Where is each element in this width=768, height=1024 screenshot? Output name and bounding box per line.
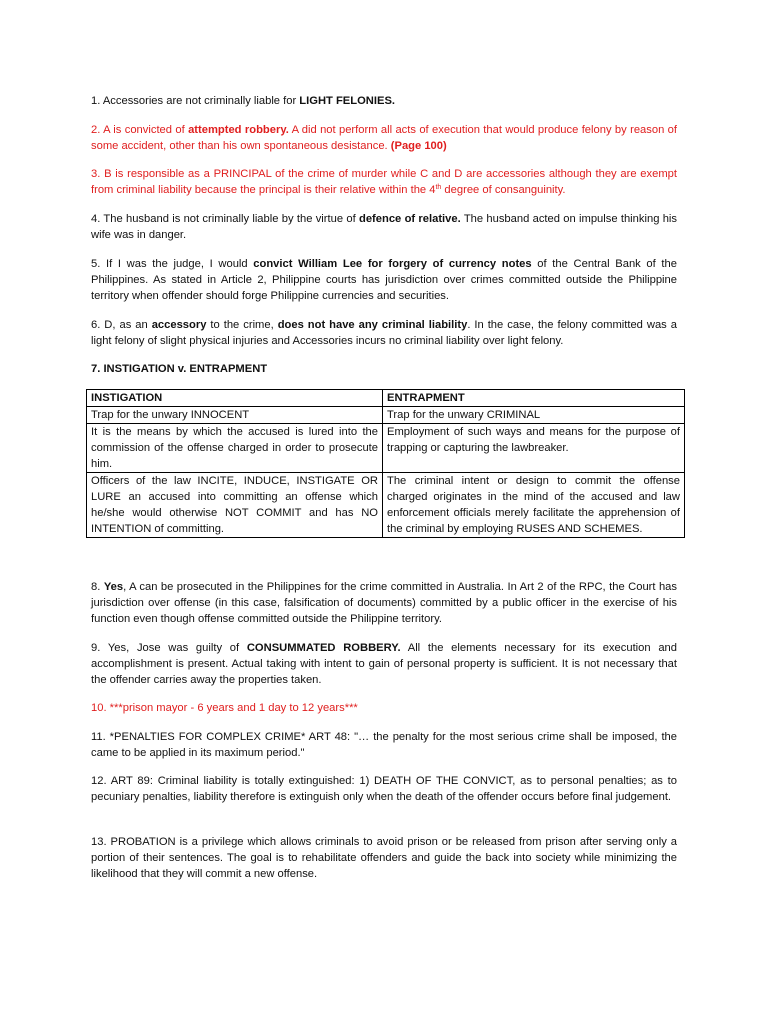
item-8-text: 8. <box>91 581 104 593</box>
item-8-bold: Yes <box>103 581 124 593</box>
table-header-cell: INSTIGATION <box>87 390 383 407</box>
item-5-text: 5. If I was the judge, I would <box>91 258 254 270</box>
item-2-page-ref: (Page 100) <box>390 140 447 152</box>
item-2-text: 2. A is convicted of <box>91 124 189 136</box>
table-row <box>87 407 685 424</box>
table-cell: Trap for the unwary CRIMINAL <box>383 407 685 424</box>
item-13-text: 13. PROBATION is a privilege which allows criminals to avoid prison or be released from prison after serving only a portion of their sentences. The goal is to rehabilitate offenders and guide the back into society while minimizing the likelihood that they will commit a new offense. <box>91 836 677 880</box>
item-9 <box>91 640 677 688</box>
item-7-heading-text: 7. INSTIGATION v. ENTRAPMENT <box>91 363 268 375</box>
item-9-text-2: All the elements necessary for its execution and accomplishment is present. Actual taking with intent to gain of personal property is sufficient. It is not necessary that the offender carries away the properties taken. <box>91 642 677 686</box>
item-9-text: 9. Yes, Jose was guilty of <box>91 642 247 654</box>
item-6-bold: accessory <box>151 319 207 331</box>
item-4-text: 4. The husband is not criminally liable by the virtue of <box>91 213 359 225</box>
item-3 <box>91 166 677 198</box>
table-cell: It is the means by which the accused is lured into the commission of the offense charged in order to prosecute him. <box>87 424 383 473</box>
item-8-text-2: , A can be prosecuted in the Philippines for the crime committed in Australia. In Art 2 of the RPC, the Court has jurisdiction over offense (in this case, falsification of documents) committed by a public officer in the exercise of his function even though offense committed outside the Philippine territory. <box>91 581 677 625</box>
item-4-bold: defence of relative. <box>359 213 461 225</box>
item-2 <box>91 122 677 154</box>
table-cell: The criminal intent or design to commit the offense charged originates in the mind of the accused and law enforcement officials merely facilitate the apprehension of the criminal by employing RUSES AND SCHEMES. <box>383 473 685 538</box>
item-5-text-2: of the Central Bank of the Philippines. As stated in Article 2, Philippine courts has jurisdiction over crimes committed outside the Philippine territory when offender should forge Philippine currencies and securities. <box>91 258 677 302</box>
item-2-text-2: A did not perform all acts of execution that would produce felony by reason of some accident, other than his own spontaneous desistance. <box>91 124 678 152</box>
item-6 <box>91 317 677 349</box>
item-12-text: 12. ART 89: Criminal liability is totally extinguished: 1) DEATH OF THE CONVICT, as to personal penalties; as to pecuniary penalties, liability therefore is extinguish only when the death of the offender occurs before final judgement. <box>91 775 677 803</box>
item-6-text-3: . In the case, the felony committed was a light felony of slight physical injuries and Accessories incurs no criminal liability over light felony. <box>91 319 677 347</box>
table-header-row <box>87 390 685 407</box>
item-4 <box>91 211 677 243</box>
item-2-bold: attempted robbery. <box>188 124 289 136</box>
item-1-text: 1. Accessories are not criminally liable for <box>91 95 300 107</box>
table-cell: Officers of the law INCITE, INDUCE, INSTIGATE OR LURE an accused into committing an offense which he/she would otherwise NOT COMMIT and has NO INTENTION of committing. <box>87 473 383 538</box>
item-3-superscript: th <box>435 184 442 191</box>
table-row <box>87 473 685 538</box>
item-11-text: 11. *PENALTIES FOR COMPLEX CRIME* ART 48: "… the penalty for the most serious crime shall be imposed, the came to be applied in its maximum period." <box>91 731 677 759</box>
item-10 <box>91 700 677 716</box>
item-9-bold: CONSUMMATED ROBBERY. <box>246 642 401 654</box>
item-11 <box>91 729 677 761</box>
instigation-entrapment-table <box>86 389 685 538</box>
item-6-bold-2: does not have any criminal liability <box>277 319 468 331</box>
item-5-bold: convict William Lee for forgery of currency notes <box>253 258 532 270</box>
table-cell: Employment of such ways and means for the purpose of trapping or capturing the lawbreaker. <box>383 424 685 473</box>
item-4-text-2: The husband acted on impulse thinking his wife was in danger. <box>91 213 678 241</box>
table-header-cell: ENTRAPMENT <box>383 390 685 407</box>
table-cell: Trap for the unwary INNOCENT <box>87 407 383 424</box>
item-3-text: 3. B is responsible as a PRINCIPAL of the crime of murder while C and D are accessories although they are exempt from criminal liability because the principal is their relative within the 4 <box>91 168 677 196</box>
item-8 <box>91 579 677 627</box>
item-5 <box>91 256 677 304</box>
item-13 <box>91 834 677 882</box>
item-10-text: 10. ***prison mayor - 6 years and 1 day to 12 years*** <box>91 702 358 714</box>
item-6-text: 6. D, as an <box>91 319 152 331</box>
table-row <box>87 424 685 473</box>
item-7-heading <box>91 361 677 377</box>
item-6-text-2: to the crime, <box>206 319 278 331</box>
item-1 <box>91 93 677 109</box>
item-12 <box>91 773 677 805</box>
item-3-text-2: degree of consanguinity. <box>441 184 566 196</box>
item-1-bold: LIGHT FELONIES. <box>299 95 396 107</box>
